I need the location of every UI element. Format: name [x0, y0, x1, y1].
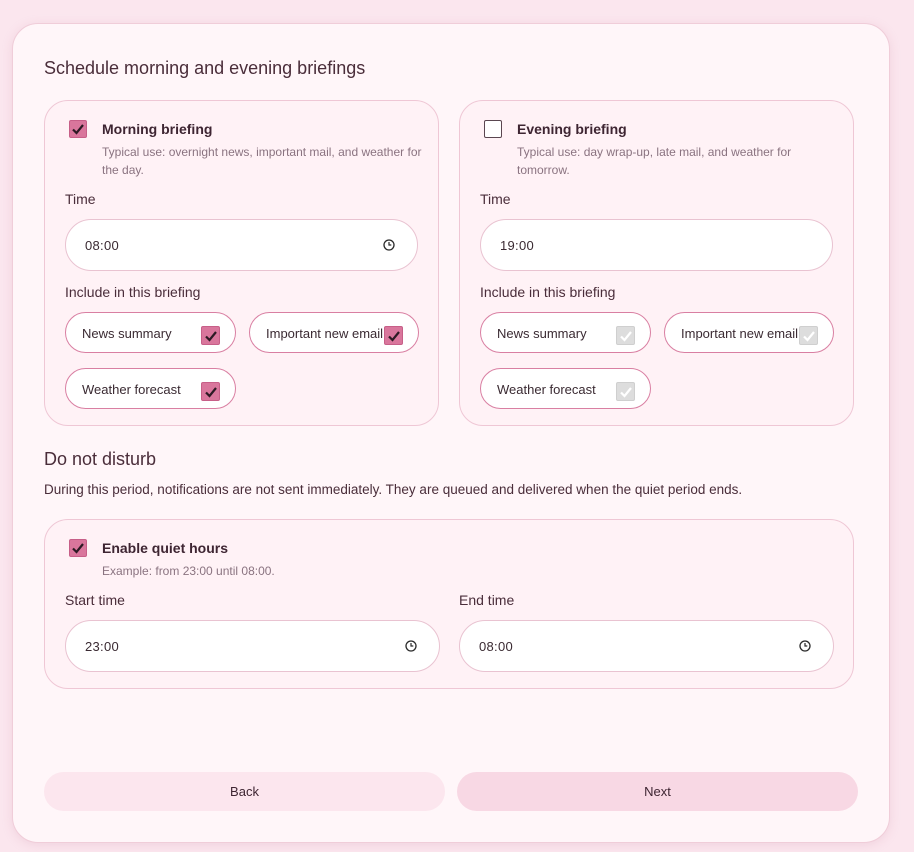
- clock-icon[interactable]: [405, 640, 417, 652]
- morning-briefing-panel: [44, 100, 439, 426]
- morning-weather-checkbox[interactable]: [201, 382, 220, 401]
- morning-briefing-label: Morning briefing: [102, 121, 213, 137]
- chip-label: Important new email: [266, 326, 384, 341]
- checkmark-icon: [619, 329, 633, 343]
- morning-weather-chip[interactable]: [65, 368, 236, 409]
- evening-weather-checkbox[interactable]: [616, 382, 635, 401]
- evening-news-checkbox[interactable]: [616, 326, 635, 345]
- evening-briefing-description: Typical use: day wrap-up, late mail, and weather for tomorrow.: [517, 145, 792, 177]
- quiet-hours-panel: [44, 519, 854, 689]
- quiet-hours-label: Enable quiet hours: [102, 540, 229, 556]
- checkmark-icon: [204, 329, 218, 343]
- evening-weather-chip[interactable]: [480, 368, 651, 409]
- checkmark-icon: [387, 329, 401, 343]
- evening-time-value: 19:00: [500, 238, 535, 253]
- chip-label: Important new email: [681, 326, 799, 341]
- evening-news-chip[interactable]: [480, 312, 651, 353]
- chip-label: Weather forecast: [497, 382, 596, 397]
- back-button[interactable]: Back: [44, 772, 445, 811]
- clock-icon[interactable]: [383, 239, 395, 251]
- dnd-title: Do not disturb: [44, 449, 157, 469]
- morning-time-value: 08:00: [85, 238, 120, 253]
- next-button[interactable]: Next: [457, 772, 858, 811]
- briefings-title: Schedule morning and evening briefings: [44, 58, 366, 78]
- chip-label: Weather forecast: [82, 382, 181, 397]
- checkmark-icon: [204, 385, 218, 399]
- end-time-input[interactable]: [459, 620, 834, 672]
- morning-include-label: Include in this briefing: [65, 284, 201, 300]
- evening-time-input[interactable]: [480, 219, 833, 271]
- evening-email-chip[interactable]: [664, 312, 834, 353]
- evening-include-label: Include in this briefing: [480, 284, 616, 300]
- quiet-hours-checkbox[interactable]: [69, 539, 87, 557]
- quiet-hours-example: Example: from 23:00 until 08:00.: [102, 564, 275, 578]
- end-time-label: End time: [459, 592, 515, 608]
- checkmark-icon: [71, 541, 85, 555]
- start-time-label: Start time: [65, 592, 125, 608]
- morning-time-label: Time: [65, 191, 96, 207]
- morning-email-checkbox[interactable]: [384, 326, 403, 345]
- morning-briefing-description: Typical use: overnight news, important mail, and weather for the day.: [102, 145, 422, 177]
- morning-news-checkbox[interactable]: [201, 326, 220, 345]
- evening-time-label: Time: [480, 191, 511, 207]
- checkmark-icon: [619, 385, 633, 399]
- morning-email-chip[interactable]: [249, 312, 419, 353]
- clock-icon[interactable]: [799, 640, 811, 652]
- evening-email-checkbox[interactable]: [799, 326, 818, 345]
- morning-news-chip[interactable]: [65, 312, 236, 353]
- morning-briefing-checkbox[interactable]: [69, 120, 87, 138]
- chip-label: News summary: [82, 326, 172, 341]
- end-time-value: 08:00: [479, 639, 514, 654]
- evening-briefing-checkbox[interactable]: [484, 120, 502, 138]
- checkmark-icon: [802, 329, 816, 343]
- evening-briefing-label: Evening briefing: [517, 121, 627, 137]
- morning-time-input[interactable]: [65, 219, 418, 271]
- chip-label: News summary: [497, 326, 587, 341]
- dnd-description: During this period, notifications are not sent immediately. They are queued and delivered when the quiet period ends.: [44, 482, 743, 497]
- evening-briefing-panel: [459, 100, 854, 426]
- start-time-input[interactable]: [65, 620, 440, 672]
- start-time-value: 23:00: [85, 639, 120, 654]
- checkmark-icon: [71, 122, 85, 136]
